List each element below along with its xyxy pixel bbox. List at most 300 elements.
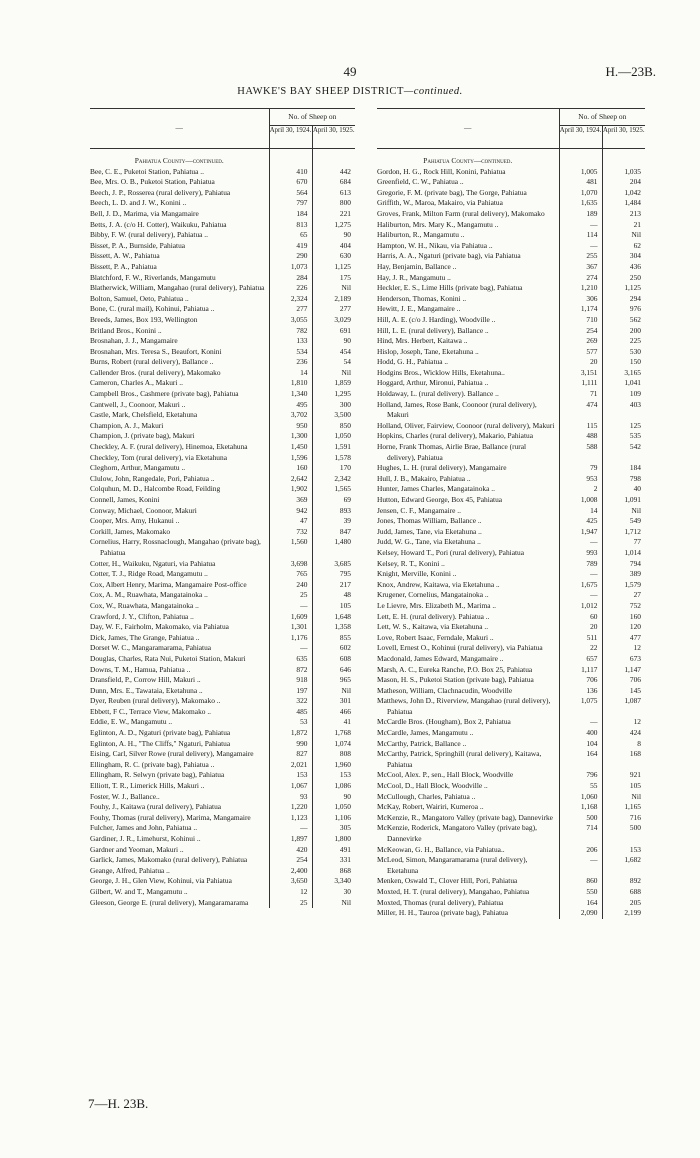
sheep-1925: 153	[312, 770, 355, 781]
table-row	[90, 643, 355, 654]
table-row	[377, 220, 645, 231]
sheep-1924: 425	[559, 516, 602, 527]
table-row	[377, 273, 645, 284]
table-row	[90, 431, 355, 442]
sheep-1924: 2,642	[269, 474, 312, 485]
owner-name-address: Hampton, W. H., Nikau, via Pahiatua ..	[377, 240, 493, 250]
owner-name-address: Henderson, Thomas, Konini ..	[377, 293, 467, 303]
owner-name-address: McKenzie, Roderick, Mangatoro Valley (private bag), Dannevirke	[377, 823, 537, 843]
table-row	[90, 474, 355, 485]
sheep-1925: 200	[602, 326, 645, 337]
sheep-1924: 710	[559, 315, 602, 326]
sheep-1925: 850	[312, 421, 355, 432]
sheep-1924: 240	[269, 580, 312, 591]
sheep-1925: 90	[312, 792, 355, 803]
sheep-1924: 670	[269, 177, 312, 188]
owner-name-address: Krugener, Cornelius, Mangatainoka ..	[377, 590, 489, 600]
sheep-1925: 2,342	[312, 474, 355, 485]
table-row	[90, 400, 355, 411]
name-column-header: —	[377, 109, 559, 149]
owner-name-address: Haliburton, Mrs. Mary K., Mangamutu ..	[377, 219, 499, 229]
owner-name-address: Heckler, E. S., Lime Hills (private bag), Pahiatua	[377, 283, 523, 293]
owner-name-address: Groves, Frank, Milton Farm (rural delivery), Makomako	[377, 208, 545, 218]
table-row	[377, 167, 645, 178]
sheep-1925: 847	[312, 527, 355, 538]
sheep-1924: 588	[559, 442, 602, 463]
table-row	[90, 622, 355, 633]
sheep-1924: 706	[559, 675, 602, 686]
sheep-1925: Nil	[602, 230, 645, 241]
sheep-1924: 226	[269, 283, 312, 294]
sheep-1924: 1,897	[269, 834, 312, 845]
table-row	[90, 209, 355, 220]
sheep-1925: 630	[312, 251, 355, 262]
table-row	[90, 739, 355, 750]
table-row	[377, 908, 645, 919]
sheep-1925: 153	[602, 845, 645, 856]
sheep-1924: 104	[559, 739, 602, 750]
table-row	[90, 665, 355, 676]
sheep-1924: —	[559, 717, 602, 728]
table-row	[377, 770, 645, 781]
table-row	[377, 262, 645, 273]
owner-name-address: Cox, A. M., Ruawhata, Mangatainoka ..	[90, 590, 208, 600]
sheep-1925: 1,484	[602, 198, 645, 209]
sheep-1925: Nil	[312, 368, 355, 379]
table-row	[377, 749, 645, 770]
owner-name-address: Matheson, William, Clachnacudin, Woodville	[377, 685, 513, 695]
table-row	[90, 516, 355, 527]
page-number: 49	[343, 64, 357, 79]
sheep-1925: 2,199	[602, 908, 645, 919]
table-row	[90, 569, 355, 580]
sheep-1924: 153	[269, 770, 312, 781]
name-column-header: —	[90, 109, 269, 149]
sheep-1925: 808	[312, 749, 355, 760]
table-row	[377, 315, 645, 326]
sheep-1924: 782	[269, 326, 312, 337]
owner-name-address: Foster, W. J., Ballance..	[90, 791, 160, 801]
owner-name-address: Hind, Mrs. Herbert, Kaitawa ..	[377, 336, 468, 346]
sheep-1924: 485	[269, 707, 312, 718]
sheep-1925: 1,800	[312, 834, 355, 845]
table-row	[377, 537, 645, 548]
owner-name-address: Fouhy, Thomas (rural delivery), Marima, Mangamaire	[90, 812, 251, 822]
sheep-1924: —	[559, 220, 602, 231]
sheep-1924: 474	[559, 400, 602, 421]
table-row	[90, 326, 355, 337]
owner-name-address: Knight, Merville, Konini ..	[377, 569, 457, 579]
sheep-1925: 21	[602, 220, 645, 231]
table-row	[377, 781, 645, 792]
owner-name-address: Greenfield, C. W., Pahiatua ..	[377, 177, 464, 187]
table-row	[90, 792, 355, 803]
table-row	[377, 686, 645, 697]
sheep-1924: 93	[269, 792, 312, 803]
county-heading-row	[377, 149, 645, 167]
owner-name-address: Menken, Oswald T., Clover Hill, Pori, Pahiatua	[377, 876, 518, 886]
table-row	[377, 389, 645, 400]
owner-name-address: Gardiner, J. R., Limehurst, Kohinui ..	[90, 834, 201, 843]
sheep-1924: 47	[269, 516, 312, 527]
sheep-1924: 827	[269, 749, 312, 760]
owner-name-address: Connell, James, Konini	[90, 495, 160, 504]
sheep-1924: 1,111	[559, 378, 602, 389]
sheep-1924: —	[269, 643, 312, 654]
table-row	[377, 527, 645, 538]
sheep-1924: 1,168	[559, 802, 602, 813]
sheep-1924: 1,005	[559, 167, 602, 178]
sheep-1924: 1,012	[559, 601, 602, 612]
table-row	[90, 527, 355, 538]
sheep-1925: 1,295	[312, 389, 355, 400]
table-row	[90, 781, 355, 792]
sheep-1925: 69	[312, 495, 355, 506]
sheep-1925: 684	[312, 177, 355, 188]
table-row	[377, 198, 645, 209]
sheep-1924: 1,176	[269, 633, 312, 644]
sheep-1924: 577	[559, 347, 602, 358]
owner-name-address: Cornelius, Harry, Rossnaclough, Mangahao (private bag), Pahiatua	[90, 537, 261, 557]
table-row	[90, 813, 355, 824]
owner-name-address: Cantwell, J., Coonoor, Makuri ..	[90, 399, 186, 409]
sheep-1925: 305	[312, 823, 355, 834]
sheep-1925: 1,591	[312, 442, 355, 453]
table-row	[377, 241, 645, 252]
table-row	[90, 506, 355, 517]
table-row	[377, 188, 645, 199]
sheep-1924: 1,947	[559, 527, 602, 538]
sheep-1924: 206	[559, 845, 602, 856]
table-row	[377, 431, 645, 442]
sheep-1925: 120	[602, 622, 645, 633]
table-row	[90, 273, 355, 284]
owner-name-address: Breeds, James, Box 193, Wellington	[90, 314, 198, 324]
sheep-1924: 534	[269, 347, 312, 358]
owner-name-address: Cleghorn, Arthur, Mangamutu ..	[90, 463, 186, 473]
table-row	[90, 675, 355, 686]
sheep-1924: 3,702	[269, 410, 312, 421]
sheep-1924: 1,596	[269, 453, 312, 464]
sheep-1924: 254	[269, 855, 312, 866]
table-row	[90, 294, 355, 305]
sheep-1925: 54	[312, 357, 355, 368]
sheep-1925: Nil	[602, 506, 645, 517]
owner-name-address: Fulcher, James and John, Pahiatua ..	[90, 823, 198, 833]
table-row	[377, 580, 645, 591]
sheep-1925: 3,340	[312, 876, 355, 887]
table-row	[377, 845, 645, 856]
owner-name-address: Bissett, P. A., Pahiatua	[90, 261, 157, 271]
table-row	[377, 463, 645, 474]
sheep-1925: 706	[602, 675, 645, 686]
owner-name-address: McKay, Robert, Wairiri, Kumeroa ..	[377, 802, 484, 812]
sheep-1924: 1,220	[269, 802, 312, 813]
sheep-1925: 855	[312, 633, 355, 644]
sheep-1924: 3,698	[269, 559, 312, 570]
sheep-1925: 800	[312, 198, 355, 209]
left-table-header	[90, 108, 355, 149]
sheep-1925: 30	[312, 887, 355, 898]
sheep-1924: —	[559, 241, 602, 252]
owner-name-address: Bisset, P. A., Burnside, Pahiatua	[90, 240, 186, 250]
sheep-1925: 530	[602, 347, 645, 358]
sheep-1924: 1,117	[559, 665, 602, 676]
table-row	[90, 717, 355, 728]
sheep-1925: 217	[312, 580, 355, 591]
table-row	[377, 304, 645, 315]
sheep-1924: 25	[269, 590, 312, 601]
table-row	[90, 251, 355, 262]
table-row	[90, 378, 355, 389]
owner-name-address: Bolton, Samuel, Oeto, Pahiatua ..	[90, 293, 189, 303]
owner-name-address: Bee, C. E., Puketoi Station, Pahiatua ..	[90, 166, 204, 176]
sheep-1925: 221	[312, 209, 355, 220]
sheep-1924: 164	[559, 749, 602, 770]
sheep-1924: 500	[559, 813, 602, 824]
sheep-1925: 1,087	[602, 696, 645, 717]
owner-name-address: McKeowan, G. H., Ballance, via Pahiatua..	[377, 844, 505, 854]
owner-name-address: Hay, J. R., Mangamutu ..	[377, 272, 451, 282]
column-header-1925: April 30, 1925.	[312, 126, 355, 149]
sheep-1924: 1,450	[269, 442, 312, 453]
owner-name-address: Dick, James, The Grange, Pahiatua ..	[90, 632, 200, 642]
sheep-1925: 976	[602, 304, 645, 315]
sheep-1924: 1,635	[559, 198, 602, 209]
table-row	[90, 866, 355, 877]
sheep-1925: 691	[312, 326, 355, 337]
sheep-1924: 14	[269, 368, 312, 379]
column-header-1924: April 30, 1924.	[559, 126, 602, 149]
table-row	[377, 442, 645, 463]
sheep-1924: 20	[559, 622, 602, 633]
owner-name-address: Haliburton, R., Mangamutu ..	[377, 230, 465, 240]
sheep-1925: 300	[312, 400, 355, 411]
sheep-1925: 794	[602, 559, 645, 570]
table-row	[377, 601, 645, 612]
owner-name-address: Geange, Alfred, Pahiatua ..	[90, 865, 170, 875]
owner-name-address: Griffith, W., Maroa, Makairo, via Pahiatua	[377, 198, 503, 208]
table-row	[90, 389, 355, 400]
sheep-1925: 277	[312, 304, 355, 315]
sheep-1925: 294	[602, 294, 645, 305]
sheep-1925: 1,712	[602, 527, 645, 538]
table-row	[90, 262, 355, 273]
sheep-1925: 1,091	[602, 495, 645, 506]
sheep-1924: 53	[269, 717, 312, 728]
owner-name-address: Hewitt, J. E., Mangamaire ..	[377, 304, 461, 314]
owner-name-address: McLeod, Simon, Mangaramarama (rural delivery), Eketahuna	[377, 855, 528, 875]
sheep-1924: 306	[559, 294, 602, 305]
sheep-1924: 1,210	[559, 283, 602, 294]
table-row	[377, 802, 645, 813]
table-row	[377, 665, 645, 676]
sheep-1925: 304	[602, 251, 645, 262]
table-row	[90, 220, 355, 231]
sheep-1925: 27	[602, 590, 645, 601]
sheep-1925: 542	[602, 442, 645, 463]
county-heading-row	[90, 149, 355, 167]
sheep-1924: 918	[269, 675, 312, 686]
owner-name-address: Cox, Albert Henry, Marima, Mangamaire Post-office	[90, 579, 247, 589]
table-row	[90, 442, 355, 453]
sheep-1925: 168	[602, 749, 645, 770]
sheep-1925: 688	[602, 887, 645, 898]
sheep-1924: 3,151	[559, 368, 602, 379]
sheep-1925: 8	[602, 739, 645, 750]
sheep-1925: 175	[312, 273, 355, 284]
sheep-1925: 213	[602, 209, 645, 220]
sheep-1924: 1,675	[559, 580, 602, 591]
table-row	[90, 802, 355, 813]
table-row	[90, 283, 355, 294]
table-row	[90, 198, 355, 209]
table-row	[377, 717, 645, 728]
owner-name-address: Checkley, Tom (rural delivery), via Eketahuna	[90, 452, 227, 462]
sheep-1924: 2,324	[269, 294, 312, 305]
owner-name-address: McCarthy, Patrick, Springhill (rural delivery), Kaitawa, Pahiatua	[377, 749, 542, 769]
owner-name-address: McCardle, James, Mangamutu ..	[377, 728, 474, 738]
sheep-1925: 1,579	[602, 580, 645, 591]
table-row	[377, 474, 645, 485]
table-row	[377, 633, 645, 644]
sheep-1924: 1,174	[559, 304, 602, 315]
sheep-1925: 204	[602, 177, 645, 188]
sheep-1925: Nil	[602, 792, 645, 803]
table-row	[377, 506, 645, 517]
owner-name-address: Hodgins Bros., Wicklow Hills, Eketahuna..	[377, 367, 505, 377]
table-row	[90, 887, 355, 898]
owner-name-address: Ebbett, F C., Terrace View, Makomako ..	[90, 706, 212, 716]
owner-name-address: George, J. H., Glen View, Kohinui, via Pahiatua	[90, 876, 232, 886]
sheep-1925: 225	[602, 336, 645, 347]
table-row	[90, 304, 355, 315]
sheep-1924: 277	[269, 304, 312, 315]
sheep-1925: 3,165	[602, 368, 645, 379]
sheep-1925: 1,480	[312, 537, 355, 558]
table-row	[90, 749, 355, 760]
sheep-1925: 1,125	[312, 262, 355, 273]
sheep-1924: 796	[559, 770, 602, 781]
sheep-1924: 942	[269, 506, 312, 517]
sheep-1925: 105	[312, 601, 355, 612]
sheep-1925: 454	[312, 347, 355, 358]
sheep-1925: 921	[602, 770, 645, 781]
sheep-1924: 950	[269, 421, 312, 432]
owner-name-address: Kelsey, R. T., Konini ..	[377, 558, 445, 568]
sheep-1924: 1,073	[269, 262, 312, 273]
sheep-1924: 1,008	[559, 495, 602, 506]
owner-name-address: Hodd, G. H., Pahiatua ..	[377, 357, 449, 367]
table-row	[377, 421, 645, 432]
owner-name-address: Marsh, A. C., Eureka Ranche, P.O. Box 25, Pahiatua	[377, 664, 533, 674]
sheep-1924: 1,301	[269, 622, 312, 633]
sheep-1924: 274	[559, 273, 602, 284]
sheep-1924: 14	[559, 506, 602, 517]
owner-name-address: Kelsey, Howard T., Pori (rural delivery), Pahiatua	[377, 547, 525, 557]
sheep-1925: 798	[602, 474, 645, 485]
owner-name-address: Miller, H. H., Tauroa (private bag), Pahiatua	[377, 908, 509, 918]
owner-name-address: Cooper, Mrs. Amy, Hukanui ..	[90, 516, 180, 526]
table-row	[90, 336, 355, 347]
owner-name-address: Hopkins, Charles (rural delivery), Makario, Pahiatua	[377, 431, 533, 441]
sheep-1925: 184	[602, 463, 645, 474]
sheep-1925: 1,086	[312, 781, 355, 792]
sheep-1925: 424	[602, 728, 645, 739]
sheep-1925: 1,074	[312, 739, 355, 750]
sheep-1925: 549	[602, 516, 645, 527]
sheep-1924: 197	[269, 686, 312, 697]
sheep-1924: 255	[559, 251, 602, 262]
sheep-1924: 1,067	[269, 781, 312, 792]
sheep-1924: 269	[559, 336, 602, 347]
owner-name-address: Champion, J. (private bag), Makuri	[90, 431, 195, 441]
sheep-1925: 1,106	[312, 813, 355, 824]
table-row	[377, 378, 645, 389]
owner-name-address: Hull, J. B., Makairo, Pahiatua ..	[377, 473, 471, 483]
sheep-1925: 1,960	[312, 760, 355, 771]
sheep-1925: 477	[602, 633, 645, 644]
sheep-count-group-header: No. of Sheep on	[269, 109, 355, 126]
owner-name-address: Cotter, T. J., Ridge Road, Mangamutu ..	[90, 569, 208, 579]
sheep-1924: 993	[559, 548, 602, 559]
footer-reference: 7—H. 23B.	[88, 1096, 149, 1111]
owner-name-address: Moxted, H. T. (rural delivery), Mangahao, Pahiatua	[377, 886, 530, 896]
sheep-1924: 115	[559, 421, 602, 432]
sheep-1925: 893	[312, 506, 355, 517]
sheep-1925: 1,165	[602, 802, 645, 813]
owner-name-address: McCool, Alex. P., sen., Hall Block, Woodville	[377, 770, 514, 780]
page-title	[0, 86, 700, 97]
owner-name-address: Ellingham, R. Selwyn (private bag), Pahiatua	[90, 770, 225, 780]
owner-name-address: Hoggard, Arthur, Mironui, Pahiatua ..	[377, 378, 489, 388]
owner-name-address: Bee, Mrs. O. B., Puketoi Station, Pahiatua	[90, 177, 215, 187]
owner-name-address: Downs, T. M., Hamua, Pahiatua ..	[90, 664, 191, 674]
owner-name-address: Burns, Robert (rural delivery), Ballance ..	[90, 357, 214, 367]
table-row	[90, 463, 355, 474]
sheep-1924: 2,090	[559, 908, 602, 919]
table-row	[90, 728, 355, 739]
sheep-1925: 673	[602, 654, 645, 665]
owner-name-address: Bibby, F. W. (rural delivery), Pahiatua ..	[90, 230, 208, 240]
sheep-1924: 860	[559, 876, 602, 887]
sheep-1925: 3,500	[312, 410, 355, 421]
table-row	[377, 516, 645, 527]
owner-name-address: Callender Bros. (rural delivery), Makomako	[90, 367, 221, 377]
owner-name-address: Hislop, Joseph, Tane, Eketahuna ..	[377, 346, 479, 356]
sheep-1924: 481	[559, 177, 602, 188]
owner-name-address: Beech, J. P., Rosserea (rural delivery), Pahiatua	[90, 187, 231, 197]
owner-name-address: Castle, Mark, Chelsfield, Eketahuna	[90, 410, 198, 420]
sheep-1924: 813	[269, 220, 312, 231]
table-row	[90, 760, 355, 771]
owner-name-address: Holland, Oliver, Fairview, Coonoor (rural delivery), Makuri	[377, 420, 555, 430]
table-row	[90, 834, 355, 845]
owner-name-address: Jensen, C. F., Mangamaire ..	[377, 505, 461, 515]
sheep-1925: 646	[312, 665, 355, 676]
sheep-1925: 608	[312, 654, 355, 665]
table-row	[90, 654, 355, 665]
owner-name-address: Bone, C. (rural mail), Kohinui, Pahiatua ..	[90, 304, 215, 314]
sheep-1925: 1,041	[602, 378, 645, 389]
owner-name-address: Love, Robert Isaac, Ferndale, Makuri ..	[377, 632, 494, 642]
owner-name-address: Lett, W. S., Kaitawa, via Eketahuna ..	[377, 622, 489, 632]
sheep-1925: 160	[602, 612, 645, 623]
owner-name-address: Fouhy, J., Kaitawa (rural delivery), Pahiatua	[90, 802, 222, 812]
owner-name-address: Brosnahan, Mrs. Teresa S., Beaufort, Konini	[90, 346, 222, 356]
table-row	[90, 453, 355, 464]
left-column	[90, 108, 355, 908]
